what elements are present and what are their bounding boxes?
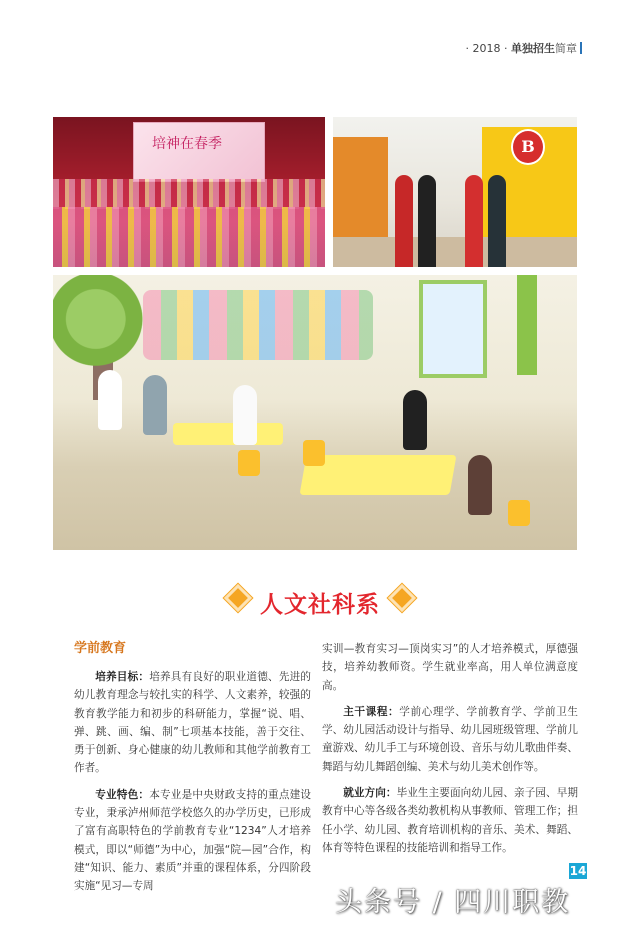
goal-paragraph xyxy=(74,668,311,778)
header-tail: 简章 xyxy=(555,42,577,55)
right-column xyxy=(322,640,578,865)
banner-text: 培神在春季 xyxy=(152,136,222,152)
courses-paragraph xyxy=(322,703,578,776)
feature-label: 专业特色： xyxy=(95,788,150,801)
courses-label: 主干课程： xyxy=(343,705,400,718)
wall-tree xyxy=(53,275,148,385)
teacher xyxy=(403,390,427,450)
header-bold: 单独招生 xyxy=(511,42,555,55)
person xyxy=(465,175,483,267)
section-heading xyxy=(0,586,640,619)
header-bar xyxy=(580,42,582,54)
watermark: 头条号 / 四川职教 xyxy=(335,887,571,918)
photo-dance-performance xyxy=(53,117,325,267)
major-name: 学前教育 xyxy=(74,641,127,656)
curtain xyxy=(517,275,537,375)
chair xyxy=(238,450,260,476)
person xyxy=(488,175,506,267)
chair xyxy=(508,500,530,526)
diamond-icon-left xyxy=(224,584,252,612)
diamond-icon-right xyxy=(388,584,416,612)
wall-decorations xyxy=(143,290,373,360)
page-number: 14 xyxy=(569,864,587,878)
courses-text: 学前心理学、学前教育学、学前卫生学、幼儿园活动设计与指导、幼儿园班级管理、学前儿童游戏、幼儿手工与环境创设、音乐与幼儿歌曲伴奏、舞蹈与幼儿舞蹈创编、美术与幼儿美术创作等。 xyxy=(322,705,579,773)
floor xyxy=(333,237,577,267)
person xyxy=(418,175,436,267)
feature-paragraph xyxy=(74,786,311,896)
window xyxy=(419,280,487,378)
dancers xyxy=(53,179,325,209)
stage-banner xyxy=(133,122,265,182)
goal-label: 培养目标： xyxy=(95,671,150,683)
table xyxy=(173,423,283,445)
child xyxy=(233,385,257,445)
header-year: · 2018 · xyxy=(465,42,511,55)
feature-text: 本专业是中央财政支持的重点建设专业，秉承泸州师范学校悠久的办学历史，已形成了富有高职特色的学前教育专业“1234”人才培养模式，即以“师德”为中心，加强“院—园”合作，构建“知识、能力、素质”并重的课程体系，分四阶段实施“见习—专周 xyxy=(74,788,312,893)
photo-kindergarten-visit xyxy=(333,117,577,267)
career-label: 就业方向： xyxy=(343,787,397,800)
photo-classroom xyxy=(53,275,577,550)
goal-text: 培养具有良好的职业道德、先进的幼儿教育理念与较扎实的科学、人文素养，较强的教育教学能力和初步的科研能力，掌握“说、唱、弹、跳、画、编、制”七项基本技能，善于交往、勇于创新、身心健康的幼儿教师和其他学前教育工作者。 xyxy=(74,671,312,775)
person xyxy=(395,175,413,267)
orange-wall xyxy=(333,137,388,237)
section-title: 人文社科系 xyxy=(260,592,380,618)
career-text: 毕业生主要面向幼儿园、亲子园、早期教育中心等各级各类幼教机构从事教师、管理工作；担任小学、幼儿园、教育培训机构的音乐、美术、舞蹈、体育等特色课程的技能培训和指导工作。 xyxy=(322,787,579,854)
child xyxy=(98,370,122,430)
feature-continued xyxy=(322,640,578,695)
child xyxy=(468,455,492,515)
left-column xyxy=(74,640,311,904)
kindergarten-logo xyxy=(511,129,545,165)
logo-letter: B xyxy=(521,137,535,156)
child xyxy=(143,375,167,435)
page-header xyxy=(466,40,582,56)
chair xyxy=(303,440,325,466)
stage-costumes xyxy=(53,207,325,267)
feature-cont-text: 实训—教育实习—顶岗实习”的人才培养模式，厚德强技，培养幼教师资。学生就业率高，用人单位满意度高。 xyxy=(322,643,578,692)
career-paragraph xyxy=(322,784,578,857)
